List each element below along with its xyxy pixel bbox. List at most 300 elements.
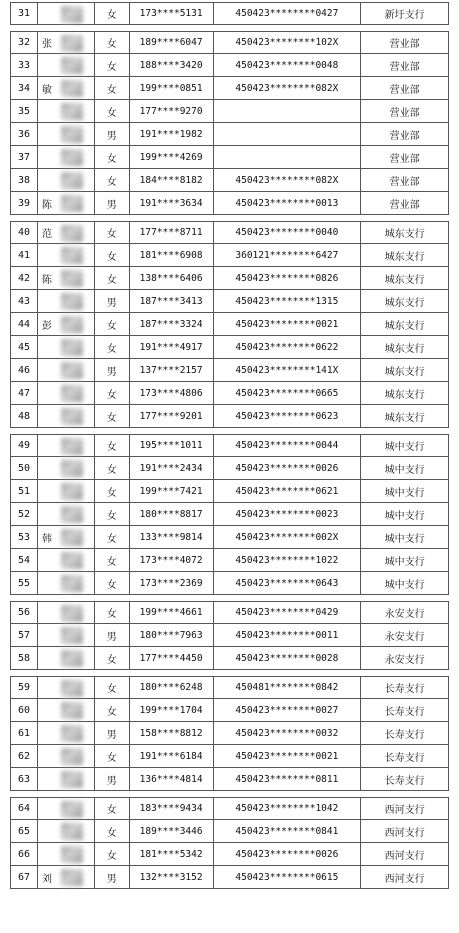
id-number-cell-text: 450423********0622 <box>235 341 339 353</box>
gender-cell-text: 女 <box>106 533 117 545</box>
branch-cell <box>361 526 449 548</box>
phone-cell-text: 184****8182 <box>139 174 203 186</box>
gender-cell-text: 女 <box>106 229 117 240</box>
branch-cell-text: 营业部 <box>389 84 420 96</box>
id-number-cell <box>214 267 362 289</box>
id-number-cell <box>214 745 362 767</box>
gender-cell-text: 女 <box>106 389 117 401</box>
row-number <box>11 602 38 623</box>
id-number-cell <box>214 405 362 427</box>
table-row <box>10 123 449 146</box>
table-row <box>10 2 449 25</box>
id-number-cell-text: 450423********0643 <box>235 577 339 589</box>
gender-cell-text: 男 <box>106 366 117 378</box>
row-number <box>11 123 38 145</box>
phone-cell <box>130 32 214 53</box>
id-number-cell-text: 360121********6427 <box>235 249 339 261</box>
row-number-text: 55 <box>17 577 30 589</box>
gender-cell <box>95 405 130 427</box>
phone-cell <box>130 768 214 790</box>
phone-cell <box>130 313 214 335</box>
phone-cell-text: 173****4806 <box>139 387 203 399</box>
row-number <box>11 336 38 358</box>
id-number-cell <box>214 624 362 646</box>
branch-cell-text: 城中支行 <box>384 487 425 499</box>
id-number-cell-text: 450423********1042 <box>235 803 339 814</box>
name-redaction <box>61 483 83 500</box>
row-number-text: 62 <box>17 750 30 762</box>
branch-cell-text: 城东支行 <box>384 320 425 332</box>
name-redaction <box>61 650 83 667</box>
branch-cell-text: 营业部 <box>389 61 420 73</box>
phone-cell-text: 173****5131 <box>139 8 203 19</box>
row-number-text: 61 <box>17 727 30 739</box>
name-redaction <box>61 126 83 143</box>
row-number-text: 51 <box>17 485 30 497</box>
branch-cell <box>361 435 449 456</box>
branch-cell-text: 城东支行 <box>384 366 425 378</box>
table-row <box>10 336 449 359</box>
gender-cell <box>95 77 130 99</box>
gender-cell <box>95 336 130 358</box>
branch-cell <box>361 222 449 243</box>
branch-cell-text: 营业部 <box>389 39 420 50</box>
name-redaction <box>61 270 83 287</box>
gender-cell-text: 女 <box>106 412 117 424</box>
table-row <box>10 100 449 123</box>
id-number-cell <box>214 192 362 214</box>
id-number-cell-text: 450423********0429 <box>235 607 339 618</box>
table-row <box>10 768 449 791</box>
row-number-text: 53 <box>17 531 30 543</box>
branch-cell <box>361 768 449 790</box>
gender-cell <box>95 3 130 24</box>
phone-cell-text: 199****1704 <box>139 704 203 716</box>
id-number-cell <box>214 54 362 76</box>
table-row <box>10 624 449 647</box>
table-row <box>10 745 449 768</box>
row-number-text: 38 <box>17 174 30 186</box>
gender-cell-text: 女 <box>106 579 117 591</box>
table-row <box>10 359 449 382</box>
id-number-cell <box>214 722 362 744</box>
gender-cell <box>95 32 130 53</box>
name-redaction <box>61 149 83 166</box>
table-row <box>10 434 449 457</box>
name-redaction <box>61 702 83 719</box>
branch-cell <box>361 192 449 214</box>
id-number-cell <box>214 359 362 381</box>
row-number <box>11 457 38 479</box>
name-redaction <box>61 605 83 622</box>
row-number <box>11 798 38 819</box>
phone-cell-text: 191****6184 <box>139 750 203 762</box>
name-redaction <box>61 552 83 569</box>
gender-cell-text: 女 <box>106 107 117 119</box>
row-number-text: 63 <box>17 773 30 785</box>
id-number-cell <box>214 572 362 594</box>
id-number-cell-text: 450423********0427 <box>235 8 339 19</box>
phone-cell <box>130 699 214 721</box>
row-number-text: 33 <box>17 59 30 71</box>
gender-cell <box>95 123 130 145</box>
phone-cell <box>130 359 214 381</box>
branch-cell-text: 营业部 <box>389 176 420 188</box>
phone-cell <box>130 647 214 669</box>
id-number-cell <box>214 866 362 888</box>
phone-cell-text: 180****7963 <box>139 629 203 641</box>
id-number-cell <box>214 222 362 243</box>
table-row <box>10 549 449 572</box>
row-number-text: 49 <box>17 440 30 451</box>
gender-cell-text: 女 <box>106 176 117 188</box>
branch-cell <box>361 602 449 623</box>
gender-cell-text: 女 <box>106 10 117 21</box>
branch-cell-text: 新圩支行 <box>384 10 425 21</box>
phone-cell-text: 177****4450 <box>139 652 203 664</box>
phone-cell <box>130 222 214 243</box>
branch-cell-text: 城中支行 <box>384 579 425 591</box>
gender-cell <box>95 526 130 548</box>
row-number <box>11 768 38 790</box>
phone-cell-text: 177****9201 <box>139 410 203 422</box>
branch-cell <box>361 647 449 669</box>
branch-cell <box>361 267 449 289</box>
branch-cell-text: 城中支行 <box>384 442 425 453</box>
gender-cell <box>95 382 130 404</box>
table-row <box>10 382 449 405</box>
phone-cell-text: 191****2434 <box>139 462 203 474</box>
gender-cell-text: 女 <box>106 510 117 522</box>
name-redaction <box>61 438 83 455</box>
row-number <box>11 405 38 427</box>
gender-cell-text: 男 <box>106 297 117 309</box>
id-number-cell-text: 450423********0027 <box>235 704 339 716</box>
gender-cell <box>95 866 130 888</box>
branch-cell <box>361 843 449 865</box>
phone-cell-text: 188****3420 <box>139 59 203 71</box>
id-number-cell <box>214 677 362 698</box>
name-redaction <box>61 506 83 523</box>
id-number-cell <box>214 820 362 842</box>
id-number-cell <box>214 480 362 502</box>
branch-cell-text: 永安支行 <box>384 609 425 620</box>
branch-cell-text: 城东支行 <box>384 389 425 401</box>
phone-cell-text: 158****8812 <box>139 727 203 739</box>
id-number-cell-text: 450423********0040 <box>235 227 339 238</box>
gender-cell-text: 女 <box>106 39 117 50</box>
row-number <box>11 77 38 99</box>
row-number <box>11 572 38 594</box>
gender-cell-text: 女 <box>106 320 117 332</box>
phone-cell-text: 137****2157 <box>139 364 203 376</box>
phone-cell <box>130 526 214 548</box>
row-number <box>11 480 38 502</box>
phone-cell-text: 132****3152 <box>139 871 203 883</box>
gender-cell <box>95 647 130 669</box>
name-cell-text: 刘 <box>41 873 52 885</box>
row-number-text: 40 <box>17 227 30 238</box>
row-number-text: 60 <box>17 704 30 716</box>
branch-cell-text: 城东支行 <box>384 412 425 424</box>
id-number-cell <box>214 382 362 404</box>
gender-cell <box>95 602 130 623</box>
row-number-text: 39 <box>17 197 30 209</box>
id-number-cell-text: 450423********0013 <box>235 197 339 209</box>
id-number-cell-text: 450423********0665 <box>235 387 339 399</box>
gender-cell <box>95 244 130 266</box>
row-number-text: 59 <box>17 682 30 693</box>
id-number-cell-text: 450423********1315 <box>235 295 339 307</box>
table-row <box>10 146 449 169</box>
table-row <box>10 405 449 428</box>
branch-cell <box>361 77 449 99</box>
name-cell-text: 陈 <box>41 199 52 211</box>
row-number-text: 67 <box>17 871 30 883</box>
phone-cell <box>130 843 214 865</box>
gender-cell-text: 女 <box>106 805 117 816</box>
row-number-text: 52 <box>17 508 30 520</box>
id-number-cell <box>214 647 362 669</box>
branch-cell <box>361 244 449 266</box>
row-number-text: 50 <box>17 462 30 474</box>
table-row <box>10 31 449 54</box>
phone-cell <box>130 745 214 767</box>
phone-cell-text: 180****6248 <box>139 682 203 693</box>
gender-cell-text: 女 <box>106 153 117 165</box>
phone-cell-text: 177****8711 <box>139 227 203 238</box>
row-number <box>11 647 38 669</box>
row-number <box>11 192 38 214</box>
gender-cell-text: 女 <box>106 556 117 568</box>
row-number <box>11 745 38 767</box>
id-number-cell-text: 450423********0028 <box>235 652 339 664</box>
name-redaction <box>61 680 83 697</box>
branch-cell-text: 长寿支行 <box>384 684 425 695</box>
row-number <box>11 3 38 24</box>
name-redaction <box>61 725 83 742</box>
gender-cell-text: 男 <box>106 775 117 787</box>
branch-cell-text: 营业部 <box>389 107 420 119</box>
table-row <box>10 244 449 267</box>
gender-cell-text: 女 <box>106 609 117 620</box>
table-row <box>10 676 449 699</box>
phone-cell <box>130 503 214 525</box>
table-row <box>10 572 449 595</box>
phone-cell-text: 183****9434 <box>139 803 203 814</box>
phone-cell-text: 187****3324 <box>139 318 203 330</box>
name-cell-text: 彭 <box>41 320 52 332</box>
phone-cell <box>130 100 214 122</box>
phone-cell-text: 180****8817 <box>139 508 203 520</box>
branch-cell <box>361 169 449 191</box>
name-redaction <box>61 57 83 74</box>
phone-cell-text: 133****9814 <box>139 531 203 543</box>
phone-cell <box>130 624 214 646</box>
gender-cell <box>95 54 130 76</box>
row-number-text: 54 <box>17 554 30 566</box>
table-row <box>10 77 449 100</box>
id-number-cell <box>214 435 362 456</box>
phone-cell <box>130 54 214 76</box>
row-number-text: 36 <box>17 128 30 140</box>
id-number-cell-text: 450423********002X <box>235 531 339 543</box>
branch-cell <box>361 313 449 335</box>
gender-cell <box>95 572 130 594</box>
branch-cell-text: 西河支行 <box>384 850 425 862</box>
branch-cell-text: 城东支行 <box>384 229 425 240</box>
gender-cell-text: 女 <box>106 827 117 839</box>
phone-cell-text: 191****1982 <box>139 128 203 140</box>
gender-cell-text: 女 <box>106 61 117 73</box>
table-row <box>10 526 449 549</box>
gender-cell <box>95 359 130 381</box>
id-number-cell <box>214 313 362 335</box>
branch-cell <box>361 549 449 571</box>
gender-cell <box>95 549 130 571</box>
gender-cell <box>95 798 130 819</box>
phone-cell <box>130 405 214 427</box>
branch-cell <box>361 100 449 122</box>
row-number <box>11 435 38 456</box>
phone-cell-text: 199****4269 <box>139 151 203 163</box>
id-number-cell-text: 450423********0023 <box>235 508 339 520</box>
gender-cell-text: 男 <box>106 199 117 211</box>
row-number-text: 46 <box>17 364 30 376</box>
branch-cell <box>361 624 449 646</box>
branch-cell <box>361 677 449 698</box>
phone-cell <box>130 602 214 623</box>
table-row <box>10 866 449 889</box>
branch-cell <box>361 336 449 358</box>
branch-cell-text: 长寿支行 <box>384 775 425 787</box>
branch-cell-text: 永安支行 <box>384 631 425 643</box>
name-redaction <box>61 529 83 546</box>
row-number <box>11 722 38 744</box>
row-number-text: 41 <box>17 249 30 261</box>
branch-cell-text: 西河支行 <box>384 827 425 839</box>
gender-cell-text: 男 <box>106 130 117 142</box>
table-row <box>10 647 449 670</box>
row-number <box>11 526 38 548</box>
gender-cell-text: 男 <box>106 873 117 885</box>
phone-cell-text: 199****0851 <box>139 82 203 94</box>
phone-cell-text: 173****4072 <box>139 554 203 566</box>
branch-cell-text: 长寿支行 <box>384 729 425 741</box>
gender-cell-text: 女 <box>106 706 117 718</box>
id-number-cell <box>214 457 362 479</box>
name-cell-text: 敏 <box>41 84 52 96</box>
branch-cell-text: 城中支行 <box>384 464 425 476</box>
gender-cell <box>95 820 130 842</box>
id-number-cell-text: 450423********0026 <box>235 462 339 474</box>
phone-cell <box>130 798 214 819</box>
row-number <box>11 169 38 191</box>
branch-cell-text: 长寿支行 <box>384 706 425 718</box>
row-number <box>11 866 38 888</box>
name-redaction <box>61 823 83 840</box>
id-number-cell-text: 450423********0621 <box>235 485 339 497</box>
id-number-cell-text: 450423********0048 <box>235 59 339 71</box>
branch-cell <box>361 146 449 168</box>
gender-cell-text: 女 <box>106 442 117 453</box>
phone-cell <box>130 457 214 479</box>
phone-cell <box>130 3 214 24</box>
row-number <box>11 313 38 335</box>
gender-cell <box>95 146 130 168</box>
row-number-text: 58 <box>17 652 30 664</box>
phone-cell <box>130 77 214 99</box>
branch-cell <box>361 457 449 479</box>
row-number-text: 64 <box>17 803 30 814</box>
branch-cell-text: 营业部 <box>389 199 420 211</box>
row-number <box>11 503 38 525</box>
row-number-text: 48 <box>17 410 30 422</box>
gender-cell <box>95 624 130 646</box>
phone-cell <box>130 192 214 214</box>
name-redaction <box>61 575 83 592</box>
id-number-cell <box>214 169 362 191</box>
phone-cell <box>130 146 214 168</box>
gender-cell <box>95 100 130 122</box>
name-cell-text: 韩 <box>41 533 52 545</box>
phone-cell <box>130 336 214 358</box>
branch-cell-text: 城中支行 <box>384 533 425 545</box>
table-row <box>10 169 449 192</box>
name-redaction <box>61 35 83 52</box>
name-redaction <box>61 869 83 886</box>
table-row <box>10 192 449 215</box>
id-number-cell <box>214 123 362 145</box>
id-number-cell <box>214 549 362 571</box>
branch-cell-text: 西河支行 <box>384 805 425 816</box>
name-redaction <box>61 225 83 242</box>
id-number-cell-text: 450481********0842 <box>235 682 339 693</box>
phone-cell-text: 199****4661 <box>139 607 203 618</box>
gender-cell <box>95 457 130 479</box>
branch-cell-text: 城东支行 <box>384 343 425 355</box>
name-redaction <box>61 6 83 23</box>
table-row <box>10 601 449 624</box>
row-number <box>11 290 38 312</box>
row-number <box>11 267 38 289</box>
table-row <box>10 221 449 244</box>
branch-cell <box>361 359 449 381</box>
branch-cell-text: 营业部 <box>389 153 420 165</box>
id-number-cell <box>214 244 362 266</box>
name-redaction <box>61 316 83 333</box>
table-row <box>10 267 449 290</box>
name-cell-text: 张 <box>41 39 52 50</box>
branch-cell <box>361 503 449 525</box>
phone-cell-text: 177****9270 <box>139 105 203 117</box>
id-number-cell <box>214 503 362 525</box>
row-number <box>11 359 38 381</box>
id-number-cell-text: 450423********102X <box>235 37 339 48</box>
name-redaction <box>61 195 83 212</box>
table-row <box>10 457 449 480</box>
id-number-cell <box>214 3 362 24</box>
row-number-text: 34 <box>17 82 30 94</box>
phone-cell <box>130 169 214 191</box>
id-number-cell-text: 450423********082X <box>235 82 339 94</box>
gender-cell <box>95 169 130 191</box>
gender-cell-text: 男 <box>106 631 117 643</box>
gender-cell-text: 女 <box>106 752 117 764</box>
row-number-text: 31 <box>17 8 30 19</box>
branch-cell <box>361 382 449 404</box>
name-redaction <box>61 627 83 644</box>
